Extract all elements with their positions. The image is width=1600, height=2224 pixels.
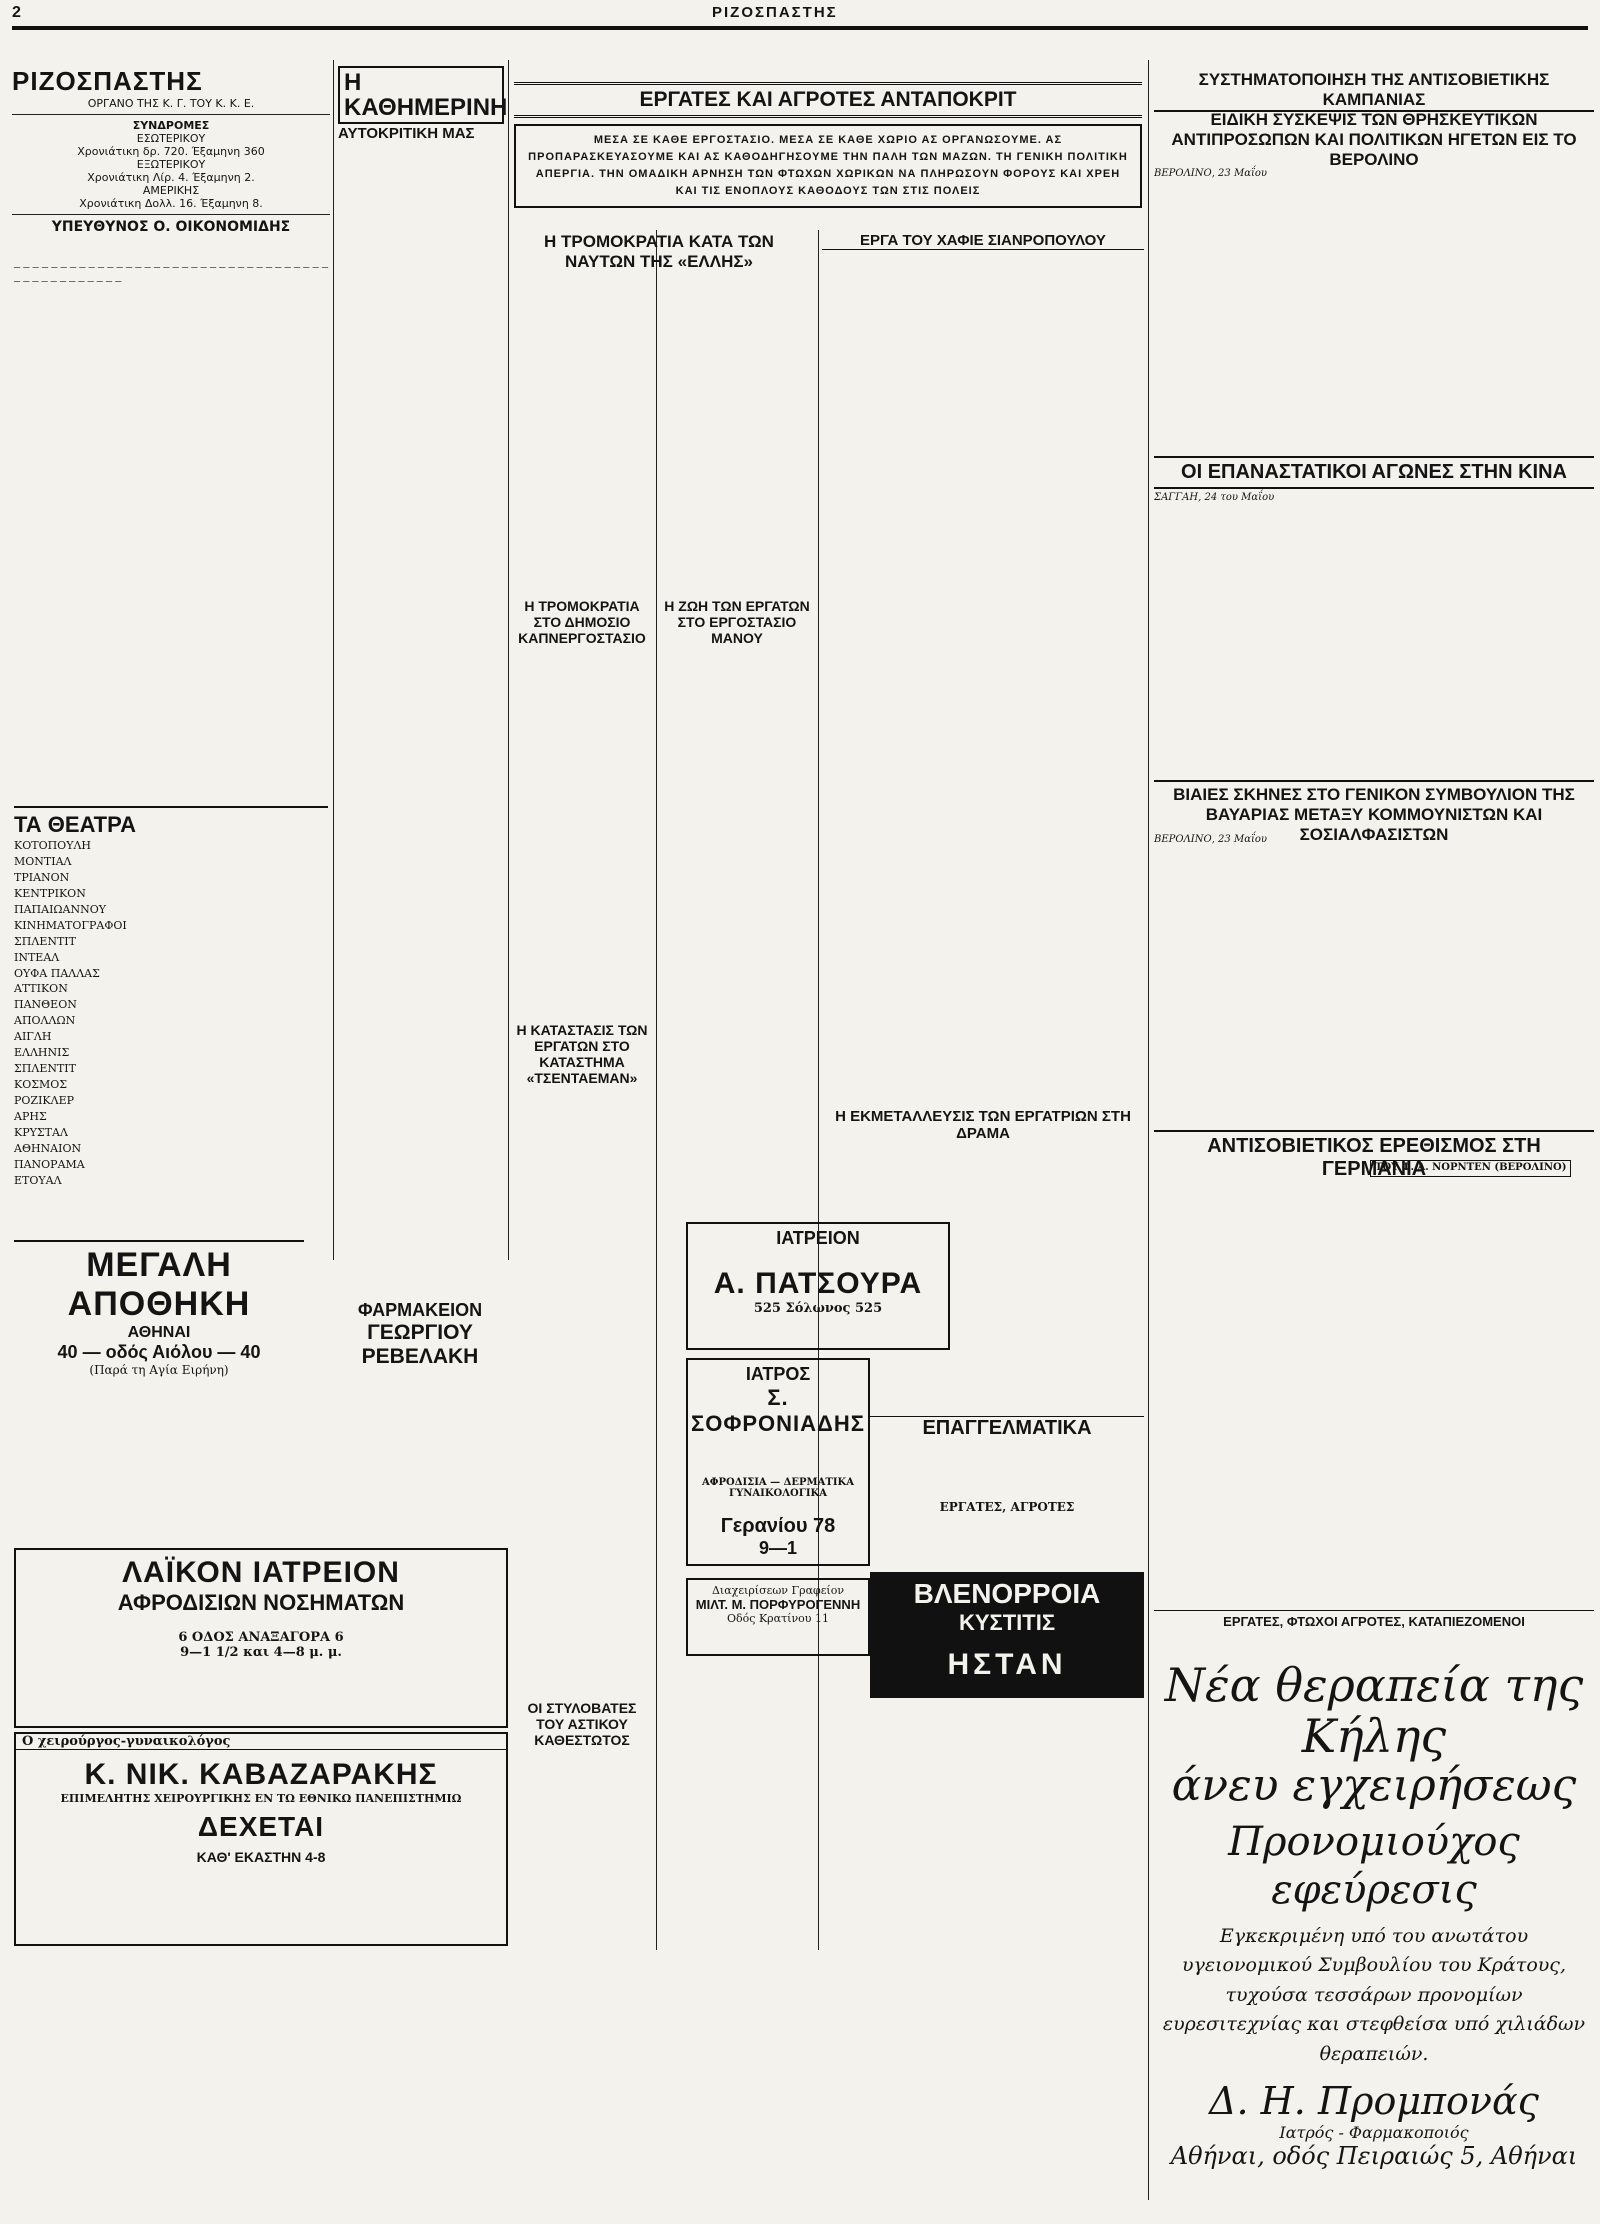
theatre-title: ΤΑ ΘΕΑΤΡΑ xyxy=(14,812,137,837)
column-rule xyxy=(508,60,509,1260)
theatre-item: ΕΛΛΗΝΙΣ xyxy=(14,1046,70,1060)
hernia-line3: Προνομιούχος εφεύρεσις xyxy=(1228,1818,1520,1913)
clinic-ad xyxy=(14,1548,508,1728)
store-title: ΜΕΓΑΛΗ ΑΠΟΘΗΚΗ xyxy=(67,1246,251,1323)
page-number: 2 xyxy=(12,4,21,21)
hernia-ad xyxy=(1154,1660,1594,2170)
pharmacy-label: ΦΑΡΜΑΚΕΙΟΝ xyxy=(357,1300,483,1320)
surgeon-name: Κ. ΝΙΚ. ΚΑΒΑΖΑΡΑΚΗΣ xyxy=(84,1758,438,1791)
surgeon-daily: ΚΑΘ' ΕΚΑΣΤΗΝ 4-8 xyxy=(196,1849,326,1865)
america-heading: ΑΜΕΡΙΚΗΣ xyxy=(142,184,200,197)
surgeon-label: Ο χειρούργος-γυναικολόγος xyxy=(16,1734,506,1750)
masthead-title: ΡΙΖΟΣΠΑΣΤΗΣ xyxy=(12,66,203,96)
editorial xyxy=(338,66,508,1228)
editorial-title: Η ΚΑΘΗΜΕΡΙΝΗ xyxy=(338,66,504,124)
sofronidis-name: Σ. ΣΟΦΡΟΝΙΑΔΗΣ xyxy=(691,1385,865,1436)
domestic-heading: ΕΣΩΤΕΡΙΚΟΥ xyxy=(136,132,206,145)
clinic-title: ΛΑΪΚΟΝ ΙΑΤΡΕΙΟΝ xyxy=(122,1556,400,1589)
theatre-item: ΑΠΟΛΛΩΝ xyxy=(14,1014,76,1028)
berlin-text xyxy=(1154,184,1594,444)
banner-title: ΕΡΓΑΤΕΣ ΚΑΙ ΑΓΡΟΤΕΣ ΑΝΤΑΠΟΚΡΙΤ xyxy=(514,82,1142,118)
surgeon-role: ΕΠΙΜΕΛΗΤΗΣ ΧΕΙΡΟΥΡΓΙΚΗΣ ΕΝ ΤΩ ΕΘΝΙΚΩ ΠΑΝΕΠΙΣΤΗΜΙΩ xyxy=(60,1792,462,1805)
theatre-item: ΣΠΛΕΝΤΙΤ xyxy=(14,1062,76,1076)
sofronidis-spec: ΑΦΡΟΔΙΣΙΑ — ΔΕΡΜΑΤΙΚΑ ΓΥΝΑΙΚΟΛΟΓΙΚΑ xyxy=(702,1477,854,1499)
sofronidis-hours: 9—1 xyxy=(758,1538,798,1558)
column-rule xyxy=(1148,60,1149,2200)
theatre-item: ΡΟΖΙΚΛΕΡ xyxy=(14,1094,75,1107)
professional-section xyxy=(870,1416,1144,1514)
office-addr: Οδός Κρατίνου 11 xyxy=(727,1612,829,1625)
column-rule xyxy=(333,60,334,1260)
berlin-meeting-headline: ΕΙΔΙΚΗ ΣΥΣΚΕΨΙΣ ΤΩΝ ΘΡΗΣΚΕΥΤΙΚΩΝ ΑΝΤΙΠΡΟΣΩΠΩΝ ΚΑΙ ΠΟΛΙΤΙΚΩΝ ΗΓΕΤΩΝ ΕΙΣ ΤΟ ΒΕΡΟΛΙΝΟ xyxy=(1171,110,1577,169)
hernia-addr: Αθήναι, οδός Πειραιώς 5, Αθήναι xyxy=(1170,2141,1578,2170)
banner-slogan: ΜΕΣΑ ΣΕ ΚΑΘΕ ΕΡΓΟΣΤΑΣΙΟ. ΜΕΣΑ ΣΕ ΚΑΘΕ ΧΩΡΙΟ ΑΣ ΟΡΓΑΝΩΣΟΥΜΕ. ΑΣ ΠΡΟΠΑΡΑΣΚΕΥΑΣΟΥΜΕ ΚΑΙ ΑΣ ΚΑΘΟΔΗΓΗΣΟΥΜΕ ΤΗΝ ΠΑΛΗ ΤΩΝ ΜΑΖΩΝ. ΤΗ ΓΕΝΙΚΗ ΠΟΛΙΤΙΚΗ ΑΠΕΡΓΙΑ. ΤΗΝ ΟΜΑΔΙΚΗ ΑΡΝΗΣΗ ΤΩΝ ΦΤΩΧΩΝ ΧΩΡΙΚΩΝ ΝΑ ΠΛΗΡΩΣΟΥΝ ΦΟΡΟΥΣ ΚΑΙ ΧΡΕΗ ΚΑΙ ΤΙΣ ΕΝΟΠΛΟΥΣ ΚΑΘΟΔΟΥΣ ΤΩΝ ΣΤΙΣ ΠΟΛΕΙΣ xyxy=(514,124,1142,208)
theatre-item: ΚΕΝΤΡΙΚΟΝ xyxy=(14,886,86,900)
theatre-item: ΚΡΥΣΤΑΛ xyxy=(14,1125,68,1139)
blenorrea-line3: ΗΣΤΑΝ xyxy=(947,1648,1067,1681)
store-city: ΑΘΗΝΑΙ xyxy=(127,1324,191,1341)
store-note: (Παρά τη Αγία Ειρήνη) xyxy=(89,1363,229,1377)
systematize-headline: ΣΥΣΤΗΜΑΤΟΠΟΙΗΣΗ ΤΗΣ ΑΝΤΙΣΟΒΙΕΤΙΚΗΣ ΚΑΜΠΑΝΙΑΣ xyxy=(1154,70,1594,112)
surgeon-ad xyxy=(14,1732,508,1946)
masthead xyxy=(12,66,330,235)
blenorrea-line1: ΒΛΕΝΟΡΡΟΙΑ xyxy=(913,1578,1101,1609)
surgeon-accepts: ΔΕΧΕΤΑΙ xyxy=(197,1811,325,1842)
china-headline: ΟΙ ΕΠΑΝΑΣΤΑΤΙΚΟΙ ΑΓΩΝΕΣ ΣΤΗΝ ΚΙΝΑ xyxy=(1154,456,1594,489)
editorial-text xyxy=(338,148,504,1228)
patsoura-address: 525 Σόλωνος 525 xyxy=(753,1301,883,1316)
professional-workers: ΕΡΓΑΤΕΣ, ΑΓΡΟΤΕΣ xyxy=(939,1500,1075,1514)
navy-headline: Η ΤΡΟΜΟΚΡΑΤΙΑ ΚΑΤΑ ΤΩΝ ΝΑΥΤΩΝ ΤΗΣ «ΕΛΛΗΣ» xyxy=(544,232,774,271)
subscriptions-heading: ΣΥΝΔΡΟΜΕΣ xyxy=(132,119,210,132)
patsoura-label: ΙΑΤΡΕΙΟΝ xyxy=(776,1228,860,1248)
theatre-item: ΣΠΛΕΝΤΙΤ xyxy=(14,934,76,948)
tsentaeman-headline: Η ΚΑΤΑΣΤΑΣΙΣ ΤΩΝ ΕΡΓΑΤΩΝ ΣΤΟ ΚΑΤΑΣΤΗΜΑ «ΤΣΕΝΤΑΕΜΑΝ» xyxy=(516,1022,648,1086)
hernia-line1: Νέα θεραπεία της Κήλης xyxy=(1164,1658,1584,1763)
foreign-rate: Χρονιάτικη Λίρ. 4. Έξαμηνη 2. xyxy=(87,171,255,184)
theatre-item: ΕΤΟΥΑΛ xyxy=(14,1173,62,1187)
sofronidis-ad xyxy=(686,1358,870,1566)
theatre-item: ΜΟΝΤΙΑΛ xyxy=(14,854,72,868)
sofronidis-addr: Γερανίου 78 xyxy=(720,1515,836,1537)
china-dateline: ΣΑΓΓΑΗ, 24 του Μαΐου xyxy=(1154,492,1275,503)
masthead-subtitle: ΟΡΓΑΝΟ ΤΗΣ Κ. Γ. ΤΟΥ Κ. Κ. Ε. xyxy=(87,97,255,110)
domestic-rate: Χρονιάτικη δρ. 720. Έξαμηνη 360 xyxy=(77,145,265,158)
column-rule xyxy=(818,230,819,1950)
office-label: Διαχειρίσεων Γραφείον xyxy=(711,1584,845,1597)
theatre-section xyxy=(14,806,328,1189)
workers-box: ΕΡΓΑΤΕΣ, ΦΤΩΧΟΙ ΑΓΡΟΤΕΣ, ΚΑΤΑΠΙΕΖΟΜΕΝΟΙ xyxy=(1154,1610,1594,1629)
newspaper-name: ΡΙΖΟΣΠΑΣΤΗΣ xyxy=(712,4,838,21)
patsoura-name: Α. ΠΑΤΣΟΥΡΑ xyxy=(713,1267,923,1300)
hernia-line2: άνευ εγχειρήσεως xyxy=(1171,1760,1577,1812)
hernia-role: Ιατρός - Φαρμακοποιός xyxy=(1279,2122,1469,2142)
banner xyxy=(514,82,1142,208)
coffee-headline: ΕΡΓΑ ΤΟΥ ΧΑΦΙΕ ΣΙΑΝΡΟΠΟΥΛΟΥ xyxy=(822,232,1144,250)
patsoura-ad xyxy=(686,1222,950,1350)
office-name: ΜΙΛΤ. Μ. ΠΟΡΦΥΡΟΓΕΝΝΗ xyxy=(695,1597,861,1612)
berlin-dateline: ΒΕΡΟΛΙΝΟ, 23 Μαΐου xyxy=(1154,168,1267,179)
clinic-address: 6 ΟΔΟΣ ΑΝΑΞΑΓΟΡΑ 6 xyxy=(178,1630,344,1645)
bavaria-dateline: ΒΕΡΟΛΙΝΟ, 23 Μαΐου xyxy=(1154,834,1267,845)
blenorrea-ad xyxy=(870,1572,1144,1698)
theatre-item: ΤΡΙΑΝΟΝ xyxy=(14,870,70,884)
hernia-line4: Εγκεκριμένη υπό του ανωτάτου υγειονομικού Συμβουλίου του Κράτους, τυχούσα τεσσάρων προνομίων ευρεσιτεχνίας και στεφθείσα υπό χιλιάδων θεραπειών. xyxy=(1162,1924,1586,2065)
clinic-hours: 9—1 1/2 και 4—8 μ. μ. xyxy=(180,1645,342,1660)
theatre-item: ΑΤΤΙΚΟΝ xyxy=(14,982,68,996)
pharmacy-name: ΓΕΩΡΓΙΟΥ ΡΕΒΕΛΑΚΗ xyxy=(361,1321,479,1368)
sofronidis-label: ΙΑΤΡΟΣ xyxy=(745,1364,811,1384)
professional-title: ΕΠΑΓΓΕΛΜΑΤΙΚΑ xyxy=(922,1417,1092,1439)
labour-news-text: ─ ─ ─ ─ ─ ─ ─ ─ ─ ─ ─ ─ ─ ─ ─ ─ ─ ─ ─ ─ ─ ─ ─ ─ ─ ─ ─ ─ ─ ─ ─ ─ ─ ─ ─ ─ ─ ─ ─ ─ ─ ─ ─ ─ ─ ─ xyxy=(14,263,328,288)
pharmacy-ad xyxy=(310,1240,530,1369)
theatre-item: ΑΡΗΣ xyxy=(14,1109,47,1123)
theatre-item: ΚΟΤΟΠΟΥΛΗ xyxy=(14,839,91,852)
store-ad xyxy=(14,1240,304,1377)
page-header xyxy=(12,4,1588,30)
germany-headline: ΑΝΤΙΣΟΒΙΕΤΙΚΟΣ ΕΡΕΘΙΣΜΟΣ ΣΤΗ ΓΕΡΜΑΝΙΑ xyxy=(1154,1130,1594,1181)
theatre-item: ΠΑΝΘΕΟΝ xyxy=(14,998,77,1012)
clinic-subtitle: ΑΦΡΟΔΙΣΙΩΝ ΝΟΣΗΜΑΤΩΝ xyxy=(117,1590,405,1615)
theatre-list xyxy=(14,838,328,1189)
theatre-item: ΑΘΗΝΑΙΟΝ xyxy=(14,1141,82,1155)
theatre-item: ΠΑΠΑΙΩΑΝΝΟΥ xyxy=(14,902,107,916)
theatre-item: ΠΑΝΟΡΑΜΑ xyxy=(14,1157,85,1171)
germany-author: ΤΟΥ Φ. Α. ΝΟΡΝΤΕΝ (ΒΕΡΟΛΙΝΟ) xyxy=(1370,1160,1571,1177)
theatre-item: ΚΙΝΗΜΑΤΟΓΡΑΦΟΙ xyxy=(14,918,127,932)
theatre-item: ΚΟΣΜΟΣ xyxy=(14,1078,68,1092)
factory-headline: Η ΖΩΗ ΤΩΝ ΕΡΓΑΤΩΝ ΣΤΟ ΕΡΓΟΣΤΑΣΙΟ ΜΑΝΟΥ xyxy=(664,598,810,646)
hernia-name: Δ. Η. Προμπονάς xyxy=(1209,2078,1539,2123)
foreign-heading: ΕΞΩΤΕΡΙΚΟΥ xyxy=(136,158,206,171)
bavaria-headline: ΒΙΑΙΕΣ ΣΚΗΝΕΣ ΣΤΟ ΓΕΝΙΚΟΝ ΣΥΜΒΟΥΛΙΟΝ ΤΗΣ ΒΑΥΑΡΙΑΣ ΜΕΤΑΞΥ ΚΟΜΜΟΥΝΙΣΤΩΝ ΚΑΙ ΣΟΣΙΑΛΦΑΣΙΣΤΩΝ xyxy=(1154,780,1594,845)
office-ad xyxy=(686,1578,870,1656)
store-address: 40 — οδός Αιόλου — 40 xyxy=(57,1342,261,1362)
cafe-headline: ΟΙ ΣΤΥΛΟΒΑΤΕΣ ΤΟΥ ΑΣΤΙΚΟΥ ΚΑΘΕΣΤΩΤΟΣ xyxy=(527,1700,637,1748)
editorial-subtitle: ΑΥΤΟΚΡΙΤΙΚΗ ΜΑΣ xyxy=(338,125,475,143)
america-rate: Χρονιάτικη Δολλ. 16. Έξαμηνη 8. xyxy=(79,197,263,210)
theatre-item: ΙΝΤΕΑΛ xyxy=(14,950,60,964)
theatre-item: ΑΙΓΛΗ xyxy=(14,1030,52,1044)
navy-text xyxy=(512,262,812,582)
drama-headline: Η ΕΚΜΕΤΑΛΛΕΥΣΙΣ ΤΩΝ ΕΡΓΑΤΡΙΩΝ ΣΤΗ ΔΡΑΜΑ xyxy=(835,1108,1131,1142)
theatre-item: ΟΥΦΑ ΠΑΛΛΑΣ xyxy=(14,966,100,980)
editor: ΥΠΕΥΘΥΝΟΣ Ο. ΟΙΚΟΝΟΜΙΔΗΣ xyxy=(51,219,291,235)
tobacco-headline: Η ΤΡΟΜΟΚΡΑΤΙΑ ΣΤΟ ΔΗΜΟΣΙΟ ΚΑΠΝΕΡΓΟΣΤΑΣΙΟ xyxy=(518,598,646,646)
blenorrea-line2: ΚΥΣΤΙΤΙΣ xyxy=(958,1610,1056,1635)
